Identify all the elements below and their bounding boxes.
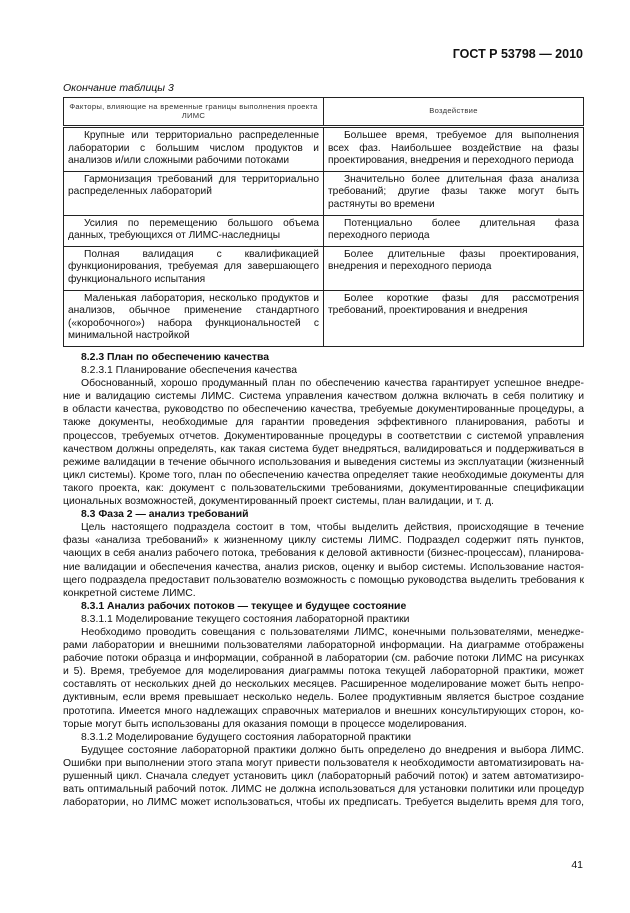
paragraph-line: рушенный цикл. Сначала следует установить цикл (лабораторный рабочий поток) и затем автоматизиро- <box>63 771 584 782</box>
paragraph-line: лаборатории, но ЛИМС может использоваться, чтобы их предписать. Требуется выделить время для того, <box>63 797 584 809</box>
paragraph-line: качеством должны определять, как такая система будет внедряться, валидироваться и поддерживаться в <box>63 443 584 455</box>
column-header-factors: Факторы, влияющие на временные границы выполнения проекта ЛИМС <box>64 98 324 127</box>
paragraph-line: щего подраздела предоставит пользователю возможность с помощью руководства выделить требования к <box>63 574 584 586</box>
table-row <box>64 290 584 346</box>
paragraph-line: такого проекта, как: документ с пользовательскими требованиями, документированные спецификации <box>63 482 584 494</box>
paragraph-line: Необходимо проводить совещания с пользователями ЛИМС, конечными пользователями, менедже- <box>81 626 584 638</box>
document-standard-number: ГОСТ Р 53798 — 2010 <box>452 47 583 61</box>
impact-cell <box>324 290 584 346</box>
paragraph-line: также документы, необходимые для гарантии проведения эффективного планирования, работы и <box>63 417 584 429</box>
factor-cell <box>64 171 324 215</box>
factor-cell <box>64 215 324 246</box>
paragraph-line: Будущее состояние лабораторной практики должно быть определено до внедрения и выбора ЛИМС. <box>81 744 584 756</box>
subsection-heading: 8.3.1.2 Моделирование будущего состояния лабораторной практики <box>81 731 412 743</box>
paragraph-line: дуктивным, если время превышает несколько недель. Более продуктивным является быстрое создание <box>63 692 584 704</box>
cell-text: Маленькая лаборатория, несколько продуктов и анализов, обычное применение стандартного («коробочного») набора функциональностей с минимальной настройкой <box>68 292 319 342</box>
cell-text: Полная валидация с квалификацией функционирования, требуемая для завершающего функционального испытания <box>68 248 319 285</box>
cell-text: Гармонизация требований для территориально распределенных лабораторий <box>68 173 319 198</box>
table-row <box>64 127 584 172</box>
paragraph-line: Обоснованный, хорошо продуманный план по обеспечению качества гарантирует успешное внедре- <box>81 378 584 390</box>
document-body <box>63 351 584 809</box>
cell-text: Крупные или территориально распределенные лаборатории с большим числом продуктов и анализов и/или сложными рабочими потоками <box>68 130 319 167</box>
paragraph-line: цикл системы). Кроме того, план по обеспечению качества определяет такие необходимые документы для <box>63 469 584 481</box>
paragraph-line: чающих в себя анализ рабочего потока, требования к деловой активности (бизнес-процессам), планирова- <box>63 548 584 560</box>
cell-text: Более длительные фазы проектирования, внедрения и переходного периода <box>328 248 579 273</box>
factor-cell <box>64 246 324 290</box>
paragraph-line: фазы «анализа требований» к жизненному циклу системы ЛИМС. Подраздел содержит пять пунктов, <box>63 535 584 547</box>
section-heading: 8.2.3 План по обеспечению качества <box>81 352 270 363</box>
paragraph-line: ние валидации и обеспечения качества, анализ рисков, оценку и выбор системы. Использование настоя- <box>63 561 584 573</box>
cell-text: Потенциально более длительная фаза переходного периода <box>328 217 579 242</box>
table-caption: Окончание таблицы 3 <box>63 82 174 94</box>
impact-cell <box>324 171 584 215</box>
cell-text: Более короткие фазы для рассмотрения требований, проектирования и внедрения <box>328 292 579 317</box>
paragraph-line: вать оптимальный рабочий поток. ЛИМС не должна использоваться для установки политики или процедур <box>63 784 584 796</box>
paragraph-line: и 5). Время, требуемое для моделирования диаграммы потока текущей лабораторной практики, может <box>63 666 584 678</box>
factor-cell <box>64 290 324 346</box>
table-row <box>64 215 584 246</box>
table-row <box>64 246 584 290</box>
impact-cell <box>324 215 584 246</box>
paragraph-line: прототипа. Имеется много надлежащих справочных материалов и внешних консультирующих сторон, ко- <box>63 705 584 717</box>
factors-table <box>63 97 584 347</box>
impact-cell <box>324 127 584 172</box>
table-row <box>64 171 584 215</box>
paragraph-line: процессов, требуемых отчетов. Документированные процедуры в соответствии с системой управления <box>63 430 584 442</box>
section-heading: 8.3.1 Анализ рабочих потоков — текущее и будущее состояние <box>81 600 407 612</box>
factor-cell <box>64 127 324 172</box>
page-number: 41 <box>571 859 583 871</box>
paragraph-line: Цель настоящего подраздела состоит в том, чтобы выделить действия, происходящие в течение <box>81 522 584 534</box>
paragraph-line: торые могут быть использованы для оказания помощи в процессе моделирования. <box>63 718 467 730</box>
paragraph-line: рами лаборатории и внешними пользователями лабораторной информации. На диаграмме отображены <box>63 640 584 652</box>
column-header-impact: Воздействие <box>324 98 584 127</box>
paragraph-line: ние и валидацию системы ЛИМС. Система управления качеством должна включать в себя политику и <box>63 391 584 403</box>
impact-cell <box>324 246 584 290</box>
section-heading: 8.3 Фаза 2 — анализ требований <box>81 509 249 521</box>
cell-text: Усилия по перемещению большого объема данных, требующихся от ЛИМС-наследницы <box>68 217 319 242</box>
paragraph-line: в области качества, руководство по обеспечению качества, требуемые документированные процедуры, а <box>63 404 584 416</box>
subsection-heading: 8.3.1.1 Моделирование текущего состояния лабораторной практики <box>81 613 410 625</box>
subsection-heading: 8.2.3.1 Планирование обеспечения качества <box>81 365 298 377</box>
paragraph-line: составлять от нескольких дней до нескольких месяцев. Расширенное моделирование может быть непро- <box>63 679 584 691</box>
paragraph-line: режиме валидации в течение обычного использования и выведения системы из эксплуатации (жизненный <box>63 456 584 468</box>
paragraph-line: Ошибки при выполнении этого этапа могут привести пользователя к необходимости автоматизировать на- <box>63 757 584 769</box>
paragraph-line: конкретной системе ЛИМС. <box>63 587 196 599</box>
paragraph-line: рабочие потоки образца и информации, собранной в лаборатории (см. рабочие потоки ЛИМС на рисунках <box>63 653 584 665</box>
cell-text: Значительно более длительная фаза анализа требований; другие фазы также могут быть растянуты во времени <box>328 173 579 210</box>
cell-text: Большее время, требуемое для выполнения всех фаз. Наибольшее воздействие на фазы проектирования, внедрения и переходного периода <box>328 130 579 167</box>
paragraph-line: циональных возможностей, документированный проект системы, план валидации, и т. д. <box>63 496 494 508</box>
